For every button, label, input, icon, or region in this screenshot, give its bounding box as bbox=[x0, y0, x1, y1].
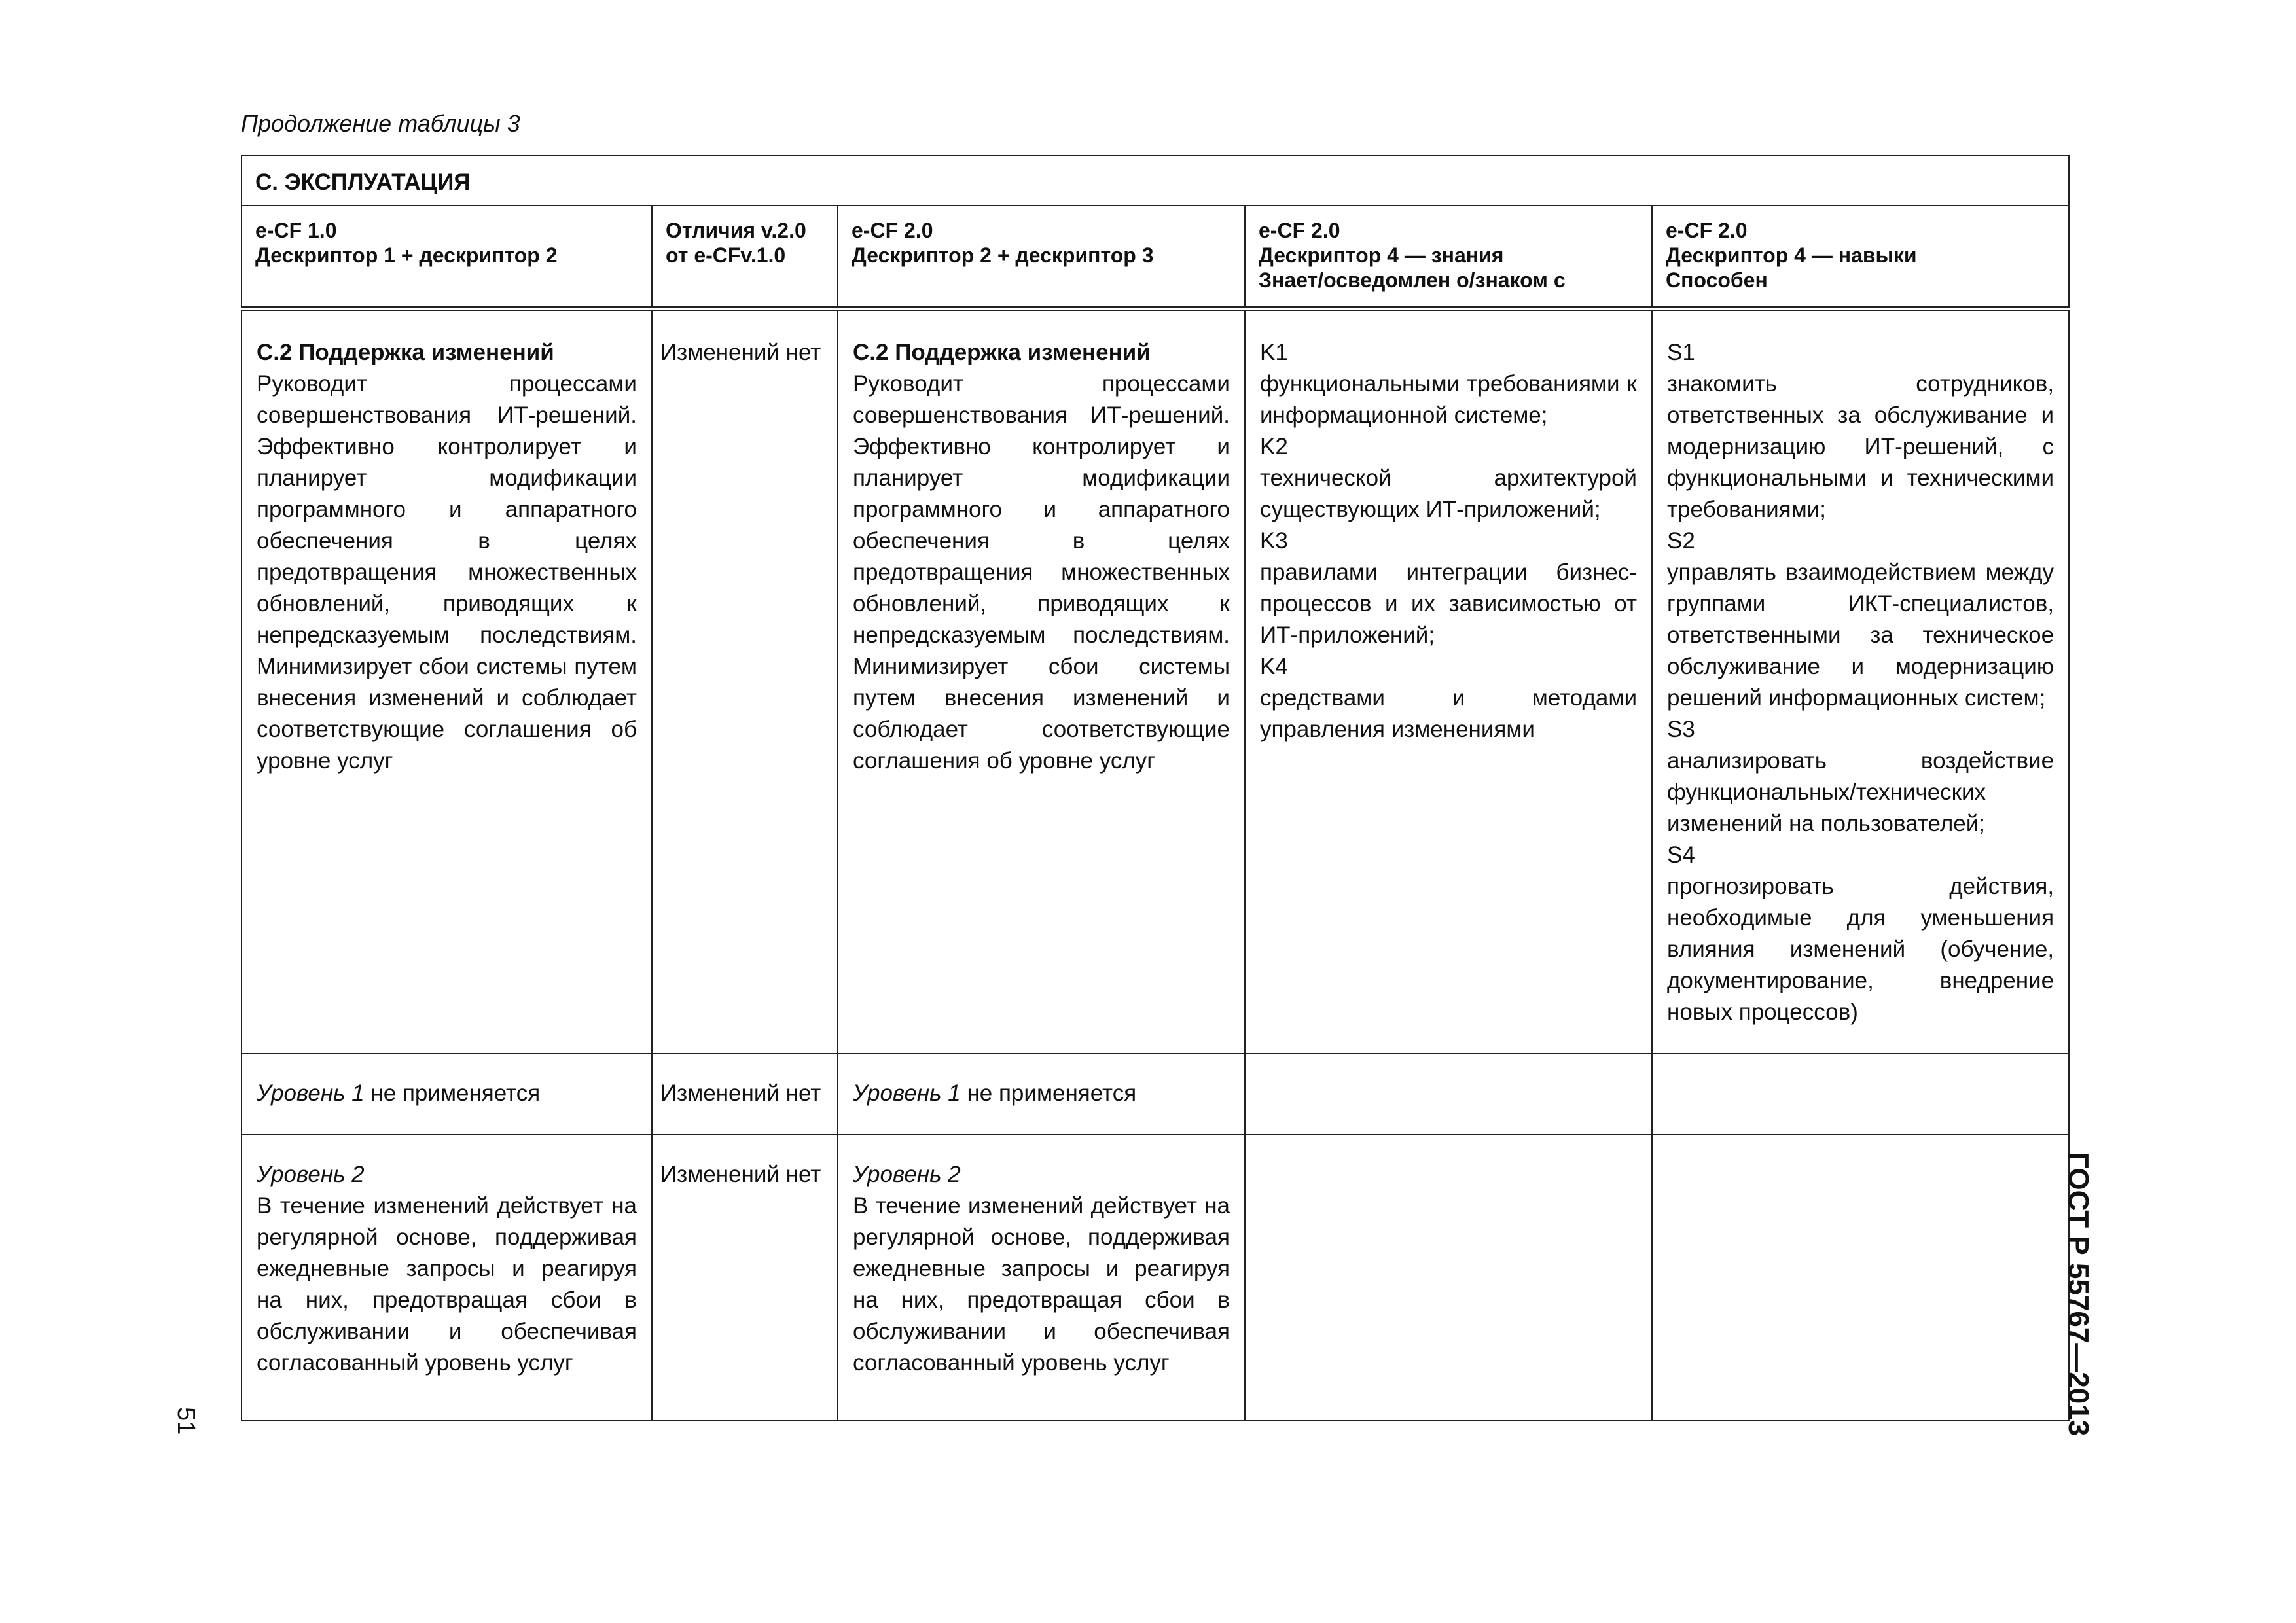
knowledge-code: K3 bbox=[1260, 528, 1288, 554]
table-caption: Продолжение таблицы 3 bbox=[241, 110, 520, 137]
header-cell: e-CF 2.0 Дескриптор 2 + дескриптор 3 bbox=[838, 205, 1245, 309]
knowledge-code: K1 bbox=[1260, 340, 1288, 365]
descriptor-1-2-cell bbox=[242, 309, 652, 1054]
knowledge-text: функциональными требованиями к информационной системе; bbox=[1260, 371, 1637, 428]
skill-text: прогнозировать действия, необходимые для уменьшения влияния изменений (обучение, документирование, внедрение новых процессов) bbox=[1667, 874, 2054, 1025]
page-number: 51 bbox=[172, 1407, 200, 1435]
knowledge-text: средствами и методами управления изменениями bbox=[1260, 685, 1637, 742]
header-cell: e-CF 1.0 Дескриптор 1 + дескриптор 2 bbox=[242, 205, 652, 309]
competence-title: С.2 Поддержка изменений bbox=[853, 340, 1151, 365]
level-2-cell: Уровень 2 В течение изменений действует на регулярной основе, поддерживая ежедневные запросы и реагируя на них, предотвращая сбои в обслуживании и обеспечивая согласованный уровень услуг bbox=[242, 1135, 652, 1421]
level-2-cell: Уровень 2 В течение изменений действует на регулярной основе, поддерживая ежедневные запросы и реагируя на них, предотвращая сбои в обслуживании и обеспечивая согласованный уровень услуг bbox=[838, 1135, 1245, 1421]
empty-cell bbox=[1245, 1135, 1652, 1421]
empty-cell bbox=[1652, 1054, 2069, 1135]
header-cell: Отличия v.2.0 от e-CFv.1.0 bbox=[652, 205, 838, 309]
section-row bbox=[242, 156, 2069, 205]
competence-description: Руководит процессами совершенствования ИТ-решений. Эффективно контролирует и планирует модификации программного и аппаратного обеспечения в целях предотвращения множественных обновлений, приводящих к непредсказуемым последствиям. Минимизирует сбои системы путем внесения изменений и соблюдает соответствующие соглашения об уровне услуг bbox=[853, 371, 1230, 774]
skill-code: S4 bbox=[1667, 842, 1695, 868]
skill-text: знакомить сотрудников, ответственных за обслуживание и модернизацию ИТ-решений, с функциональными и техническими требованиями; bbox=[1667, 371, 2054, 522]
document-code: ГОСТ Р 55767—2013 bbox=[2062, 1152, 2094, 1436]
competence-description: Руководит процессами совершенствования ИТ-решений. Эффективно контролирует и планирует модификации программного и аппаратного обеспечения в целях предотвращения множественных обновлений, приводящих к непредсказуемым последствиям. Минимизирует сбои системы путем внесения изменений и соблюдает соответствующие соглашения об уровне услуг bbox=[257, 371, 637, 774]
knowledge-code: K2 bbox=[1260, 434, 1288, 459]
empty-cell bbox=[1245, 1054, 1652, 1135]
descriptor-2-3-cell bbox=[838, 309, 1245, 1054]
header-cell: e-CF 2.0 Дескриптор 4 — знания Знает/осведомлен о/знаком с bbox=[1245, 205, 1652, 309]
knowledge-text: технической архитектурой существующих ИТ-приложений; bbox=[1260, 465, 1637, 522]
knowledge-cell bbox=[1245, 309, 1652, 1054]
competence-table bbox=[241, 155, 2070, 1421]
level-1-cell: Уровень 1 не применяется bbox=[242, 1054, 652, 1135]
skill-code: S2 bbox=[1667, 528, 1695, 554]
table-row bbox=[242, 1054, 2069, 1135]
skill-text: управлять взаимодействием между группами ИКТ-специалистов, ответственными за техническое обслуживание и модернизацию решений информационных систем; bbox=[1667, 560, 2054, 711]
differences-cell: Изменений нет bbox=[652, 309, 838, 1054]
differences-cell: Изменений нет bbox=[652, 1054, 838, 1135]
header-row bbox=[242, 205, 2069, 309]
level-1-cell: Уровень 1 не применяется bbox=[838, 1054, 1245, 1135]
knowledge-text: правилами интеграции бизнес-процессов и их зависимостью от ИТ-приложений; bbox=[1260, 560, 1637, 648]
differences-cell: Изменений нет bbox=[652, 1135, 838, 1421]
empty-cell bbox=[1652, 1135, 2069, 1421]
skill-code: S3 bbox=[1667, 717, 1695, 742]
header-cell: e-CF 2.0 Дескриптор 4 — навыки Способен bbox=[1652, 205, 2069, 309]
competence-title: С.2 Поддержка изменений bbox=[257, 340, 554, 365]
table-row bbox=[242, 309, 2069, 1054]
table-row bbox=[242, 1135, 2069, 1421]
skill-text: анализировать воздействие функциональных/технических изменений на пользователей; bbox=[1667, 748, 2054, 836]
knowledge-code: K4 bbox=[1260, 654, 1288, 679]
section-title: С. ЭКСПЛУАТАЦИЯ bbox=[242, 156, 2069, 205]
skills-cell bbox=[1652, 309, 2069, 1054]
skill-code: S1 bbox=[1667, 340, 1695, 365]
